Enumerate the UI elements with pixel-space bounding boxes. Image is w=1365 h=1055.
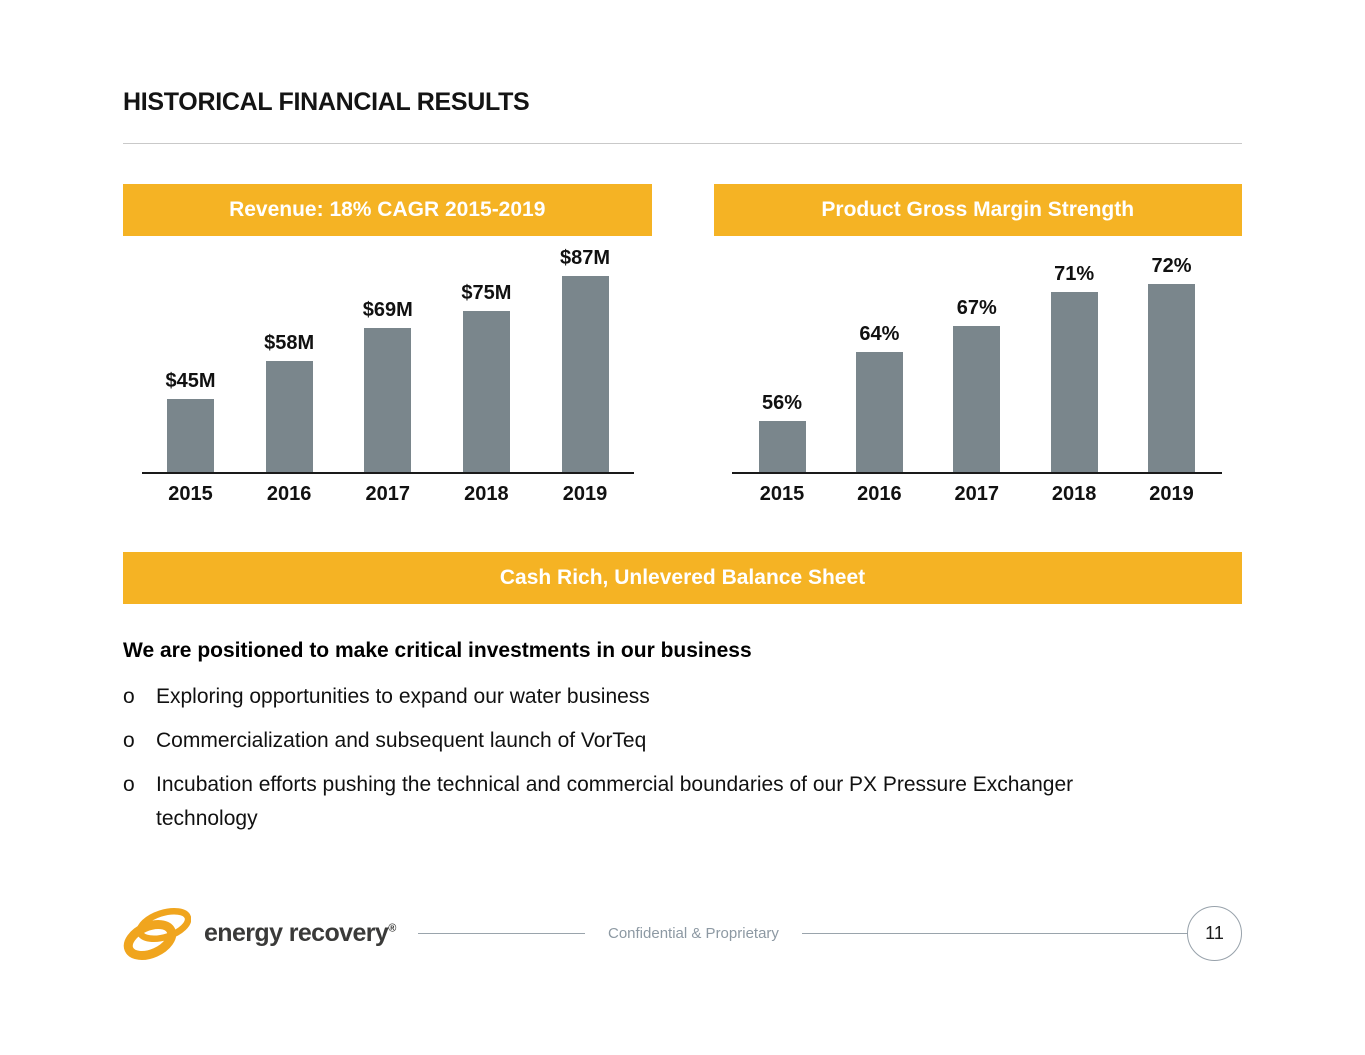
bar-value-label: 71% <box>1054 263 1095 285</box>
chart-column-2016 <box>856 323 903 472</box>
x-tick-label-2016: 2016 <box>857 483 902 505</box>
x-tick-label-2016: 2016 <box>266 483 312 505</box>
bar-value-label: 67% <box>956 297 997 319</box>
confidential-label: Confidential & Proprietary <box>608 924 779 942</box>
bar-2016 <box>266 361 313 472</box>
bullet-marker: o <box>123 685 135 708</box>
bullet-text: Exploring opportunities to expand our water business <box>156 685 650 708</box>
bullet-marker: o <box>123 773 135 797</box>
bar-2018 <box>1051 292 1098 472</box>
investments-bullet-list <box>123 680 1242 835</box>
page-number: 11 <box>1205 922 1224 943</box>
revenue-chart-plot <box>142 236 634 474</box>
bar-value-label: 64% <box>859 323 900 345</box>
bar-value-label: $45M <box>165 370 216 392</box>
bullet-marker: o <box>123 729 135 753</box>
margin-chart-plot <box>732 236 1223 474</box>
slide-footer <box>123 903 1242 963</box>
x-tick-label-2017: 2017 <box>954 483 999 505</box>
x-tick-label-2017: 2017 <box>365 483 410 505</box>
bar-2019 <box>1148 284 1195 472</box>
bar-2017 <box>364 328 411 472</box>
investment-bullet-3 <box>123 768 1242 834</box>
margin-chart-title-banner: Product Gross Margin Strength <box>714 184 1243 236</box>
revenue-chart <box>123 184 652 506</box>
revenue-chart-x-axis <box>142 483 634 506</box>
chart-column-2018 <box>1051 263 1098 472</box>
bar-2015 <box>759 421 806 472</box>
footer-divider-right <box>802 933 1187 934</box>
chart-column-2015 <box>759 392 806 472</box>
bar-2018 <box>463 311 510 472</box>
energy-recovery-logo-icon <box>123 904 191 962</box>
revenue-chart-title-banner: Revenue: 18% CAGR 2015-2019 <box>123 184 652 236</box>
bar-value-label: 72% <box>1151 255 1192 277</box>
x-tick-label-2019: 2019 <box>562 483 608 505</box>
chart-column-2017 <box>953 297 1000 472</box>
x-tick-label-2015: 2015 <box>759 483 805 505</box>
bar-value-label: $58M <box>264 332 315 354</box>
chart-column-2016 <box>266 332 313 472</box>
bar-value-label: $75M <box>461 282 512 304</box>
chart-column-2019 <box>559 247 611 472</box>
charts-row <box>123 184 1242 506</box>
bar-2019 <box>562 276 609 472</box>
chart-column-2017 <box>364 299 411 472</box>
investments-heading: We are positioned to make critical investments in our business <box>123 639 752 662</box>
chart-column-2019 <box>1148 255 1195 472</box>
bar-value-label: $87M <box>559 247 611 269</box>
title-divider <box>123 143 1242 144</box>
investment-bullet-1 <box>123 680 1242 713</box>
margin-chart-x-axis <box>732 483 1223 506</box>
brand-name: energy recovery® <box>204 918 396 947</box>
x-tick-label-2018: 2018 <box>1051 483 1097 505</box>
x-tick-label-2018: 2018 <box>464 483 509 505</box>
margin-chart <box>714 184 1243 506</box>
footer-divider-left <box>418 933 585 934</box>
x-tick-label-2015: 2015 <box>168 483 213 505</box>
chart-column-2015 <box>167 370 214 472</box>
bullet-text: Incubation efforts pushing the technical and commercial boundaries of our PX Pressure Exchanger technology <box>156 773 1074 830</box>
brand <box>123 904 418 962</box>
bar-2017 <box>953 326 1000 472</box>
bar-value-label: $69M <box>362 299 413 321</box>
registered-mark: ® <box>388 922 396 935</box>
page-title: HISTORICAL FINANCIAL RESULTS <box>123 88 530 116</box>
chart-column-2018 <box>463 282 510 472</box>
bar-2016 <box>856 352 903 472</box>
x-tick-label-2019: 2019 <box>1149 483 1194 505</box>
bullet-text: Commercialization and subsequent launch of VorTeq <box>156 729 647 753</box>
investments-section <box>123 639 1242 835</box>
page-number-badge <box>1187 906 1242 961</box>
investment-bullet-2 <box>123 724 1242 757</box>
bar-value-label: 56% <box>761 392 803 414</box>
cash-banner: Cash Rich, Unlevered Balance Sheet <box>123 552 1242 604</box>
bar-2015 <box>167 399 214 472</box>
